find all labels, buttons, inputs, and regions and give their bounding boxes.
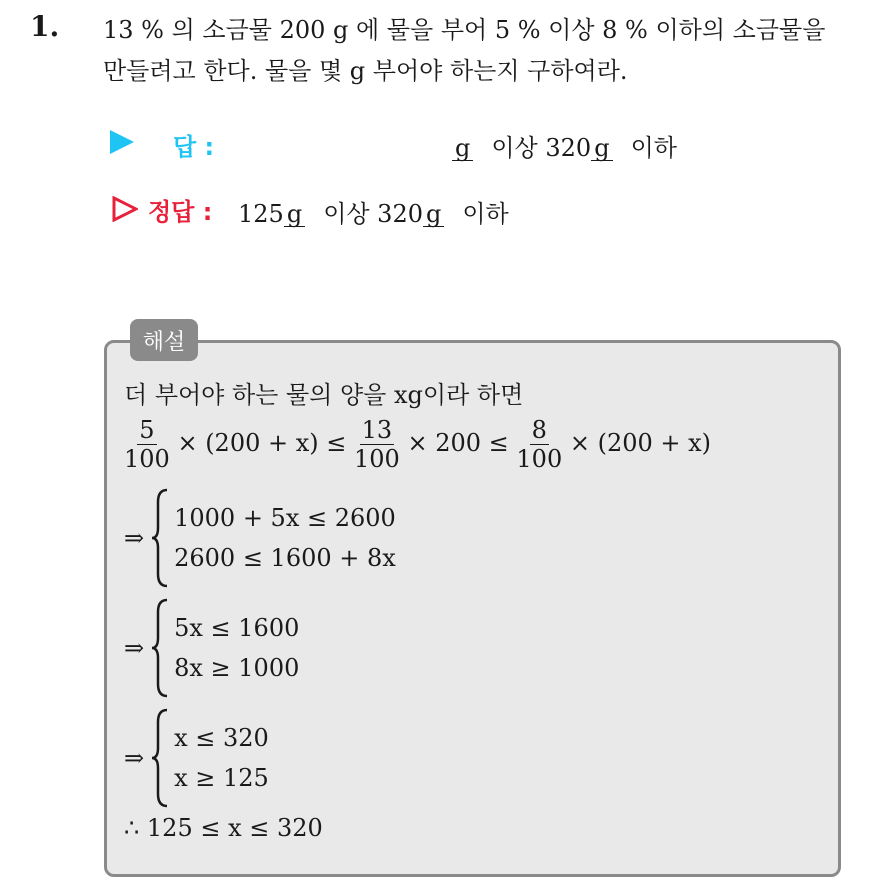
implies-arrow: ⇒ xyxy=(124,744,145,772)
fraction-2: $\frac{13}{100}$ xyxy=(354,416,400,473)
system-2-line1: 5x ≤ 1600 xyxy=(174,614,300,642)
fraction-1: $\frac{5}{100}$ xyxy=(124,416,170,473)
left-brace-icon xyxy=(150,488,170,588)
answer-label: 답 : xyxy=(173,133,215,161)
correct-middle: 이상 320 xyxy=(323,200,423,228)
question-number: 1. xyxy=(30,10,60,43)
answer-triangle-icon xyxy=(110,130,134,154)
answer-unit2: g xyxy=(591,136,612,161)
solution-line1: 더 부어야 하는 물의 양을 xg이라 하면 xyxy=(124,381,524,409)
left-brace-icon xyxy=(150,708,170,808)
solution-equation xyxy=(124,416,711,473)
equation-part2: × 200 ≤ xyxy=(407,429,509,457)
correct-unit1: g xyxy=(284,202,305,227)
equation-part1: × (200 + x) ≤ xyxy=(177,429,347,457)
answer-row xyxy=(452,128,677,163)
question-text-line2: 만들려고 한다. 물을 몇 g 부어야 하는지 구하여라. xyxy=(103,57,628,85)
system-3 xyxy=(124,708,269,808)
system-1 xyxy=(124,488,396,588)
system-2 xyxy=(124,598,299,698)
equation-part3: × (200 + x) xyxy=(569,429,712,457)
answer-middle: 이상 320 xyxy=(491,134,592,162)
correct-value1: 125 xyxy=(238,200,284,228)
question-text-line1: 13 % 의 소금물 200 g 에 물을 부어 5 % 이상 8 % 이하의 소금물을 xyxy=(103,16,826,44)
implies-arrow: ⇒ xyxy=(124,634,145,662)
system-3-line1: x ≤ 320 xyxy=(174,724,269,752)
correct-unit2: g xyxy=(423,202,444,227)
fraction-3: $\frac{8}{100}$ xyxy=(516,416,563,473)
system-1-line1: 1000 + 5x ≤ 2600 xyxy=(174,504,396,532)
system-1-line2: 2600 ≤ 1600 + 8x xyxy=(174,544,396,572)
solution-tag: 해설 xyxy=(130,319,198,361)
answer-end: 이하 xyxy=(630,134,677,162)
solution-conclusion: ∴ 125 ≤ x ≤ 320 xyxy=(124,814,323,842)
system-3-line2: x ≥ 125 xyxy=(174,764,269,792)
correct-label: 정답 : xyxy=(148,198,213,226)
correct-answer-row xyxy=(238,194,509,229)
left-brace-icon xyxy=(150,598,170,698)
correct-triangle-icon xyxy=(112,196,138,222)
correct-end: 이하 xyxy=(462,200,509,228)
system-2-line2: 8x ≥ 1000 xyxy=(174,654,300,682)
answer-blank-unit: g xyxy=(452,136,473,161)
implies-arrow: ⇒ xyxy=(124,524,145,552)
